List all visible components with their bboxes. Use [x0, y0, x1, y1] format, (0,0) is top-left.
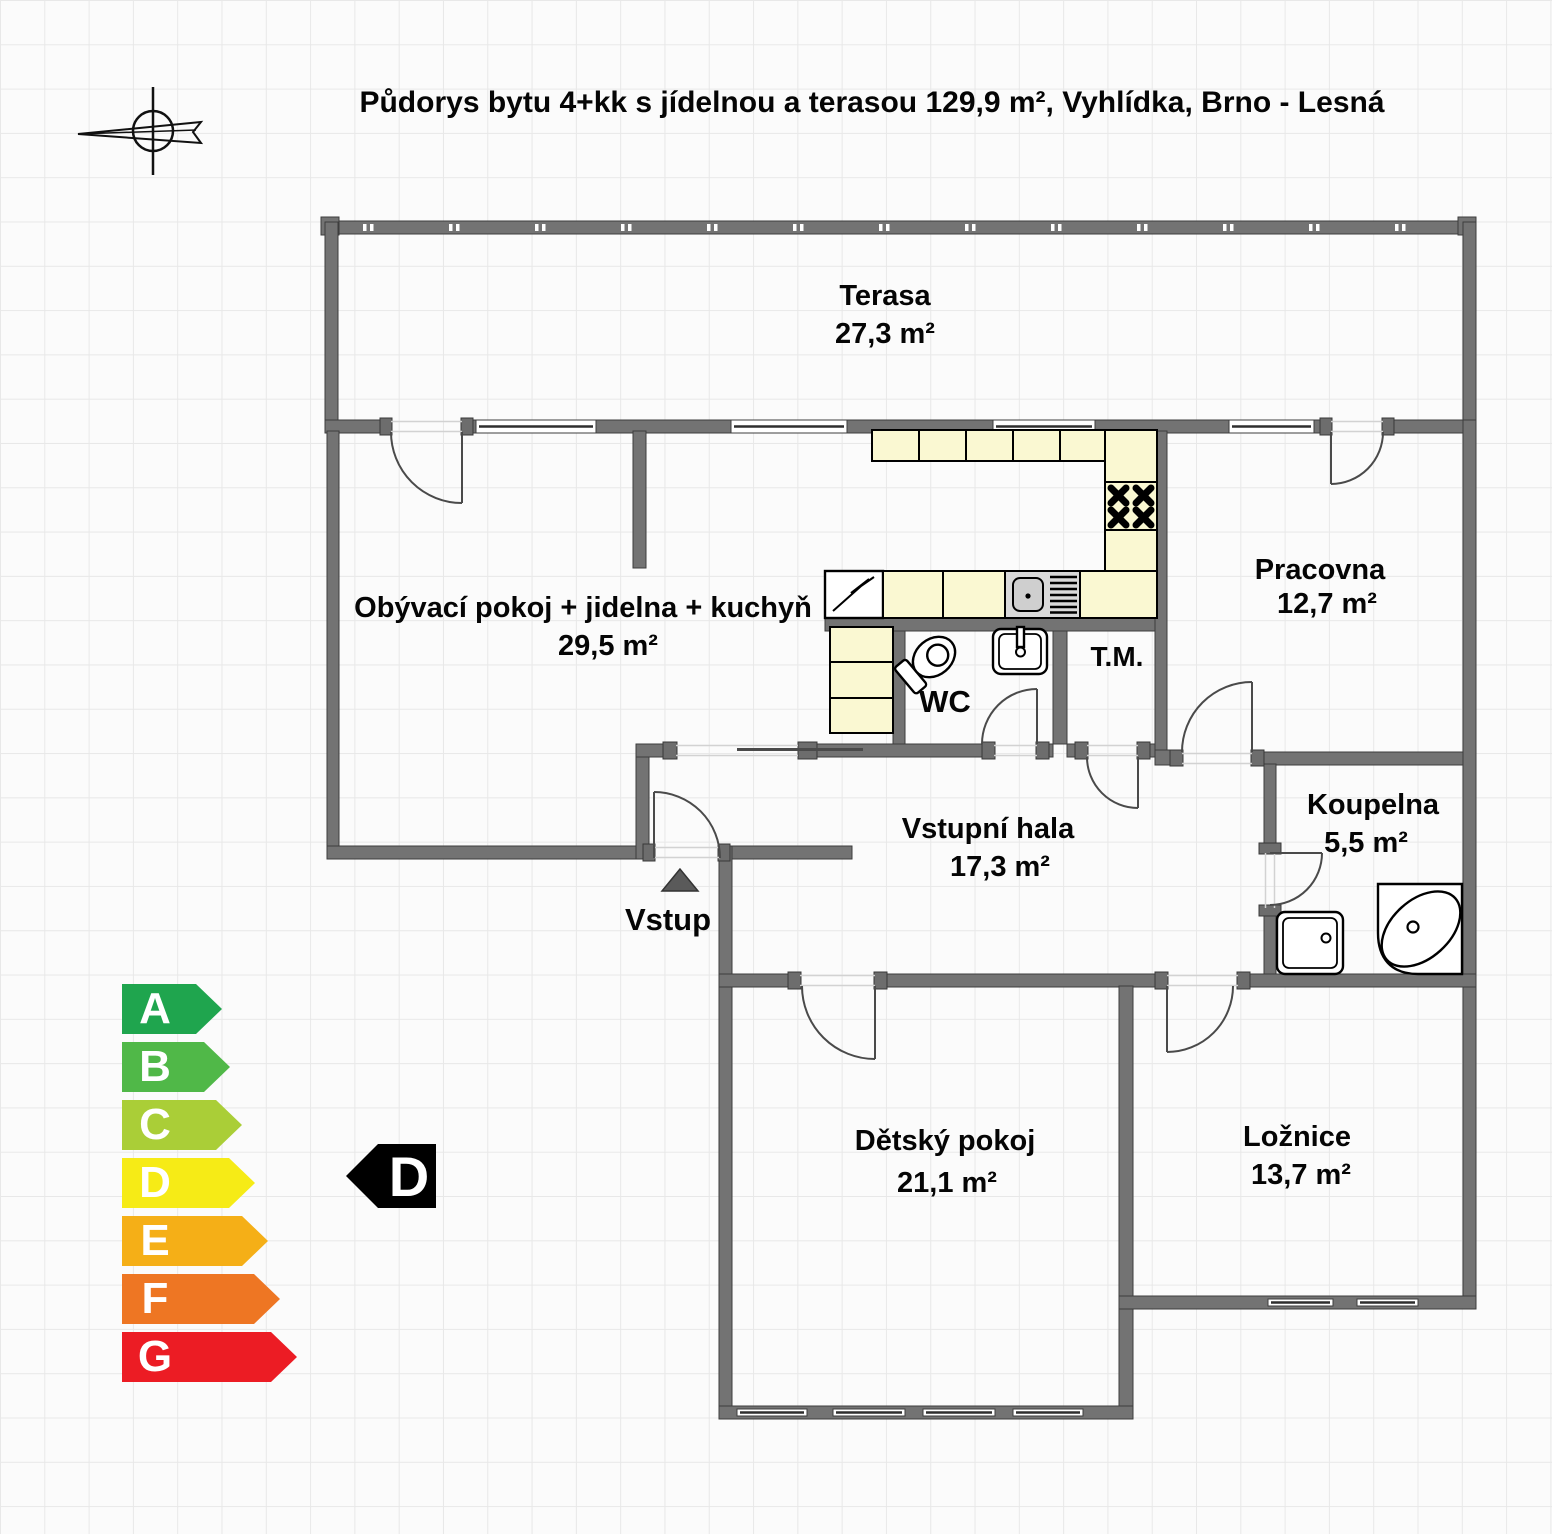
energy-class-b	[122, 1042, 230, 1092]
svg-text:Dětský pokoj: Dětský pokoj	[854, 1125, 1036, 1157]
svg-text:Vstupní hala: Vstupní hala	[901, 813, 1075, 845]
entrance-marker	[625, 869, 711, 937]
room-label-wc	[919, 684, 971, 719]
entrance-label: Vstup	[624, 902, 712, 937]
room-label-detsky	[855, 1125, 1036, 1199]
svg-text:D: D	[388, 1145, 430, 1208]
door-tm	[1087, 757, 1138, 808]
room-label-terasa	[835, 280, 935, 350]
window-living-2	[731, 420, 847, 433]
kitchen-units	[825, 430, 1157, 733]
svg-text:12,7 m²: 12,7 m²	[1277, 588, 1377, 620]
svg-text:Koupelna: Koupelna	[1306, 789, 1440, 821]
svg-text:17,3 m²: 17,3 m²	[950, 851, 1050, 883]
page-title: Půdorys bytu 4+kk s jídelnou a terasou 129,9 m², Vyhlídka, Brno - Lesná	[359, 86, 1385, 119]
door-koupelna	[1270, 853, 1322, 905]
energy-rating-pointer	[346, 1144, 436, 1208]
energy-class-c	[122, 1100, 242, 1150]
room-label-obyvaci	[354, 592, 812, 662]
energy-class-e	[122, 1216, 268, 1266]
svg-text:Terasa: Terasa	[839, 280, 931, 312]
room-label-tm	[1091, 641, 1144, 672]
energy-label	[122, 984, 436, 1382]
window-living-1	[476, 420, 596, 433]
compass-icon	[78, 87, 201, 175]
svg-text:WC: WC	[919, 684, 971, 719]
svg-text:27,3 m²: 27,3 m²	[835, 318, 935, 350]
fridge	[825, 571, 883, 618]
wc-washbasin	[993, 627, 1047, 674]
window-pracovna	[1229, 420, 1314, 433]
svg-text:T.M.: T.M.	[1090, 641, 1144, 672]
svg-text:C: C	[139, 1100, 171, 1149]
door-wc	[982, 689, 1037, 744]
svg-text:B: B	[139, 1042, 171, 1091]
svg-text:E: E	[140, 1216, 170, 1265]
svg-text:Obývací pokoj + jidelna + kuch: Obývací pokoj + jidelna + kuchyň	[354, 592, 812, 624]
room-label-pracovna	[1255, 554, 1386, 620]
walls	[321, 217, 1476, 1419]
energy-class-g	[122, 1332, 297, 1382]
door-pracovna	[1182, 682, 1252, 752]
room-label-koupelna	[1307, 789, 1440, 859]
svg-text:5,5 m²: 5,5 m²	[1324, 827, 1408, 859]
svg-text:D: D	[139, 1158, 171, 1207]
svg-text:Ložnice: Ložnice	[1243, 1121, 1351, 1153]
room-label-hala	[902, 813, 1075, 883]
terrace-railing	[325, 221, 1476, 234]
svg-text:29,5 m²: 29,5 m²	[558, 630, 658, 662]
door-terrace-pracovna	[1331, 432, 1383, 484]
energy-class-f	[122, 1274, 280, 1324]
corner-bathtub	[1367, 877, 1474, 982]
svg-text:F: F	[141, 1274, 169, 1323]
room-label-loznice	[1243, 1121, 1351, 1191]
bathroom-fixtures	[1277, 877, 1475, 982]
drainer	[1050, 577, 1077, 613]
door-detsky	[802, 986, 875, 1059]
door-loznice	[1167, 986, 1233, 1052]
svg-text:13,7 m²: 13,7 m²	[1251, 1159, 1351, 1191]
svg-text:Pracovna: Pracovna	[1254, 554, 1386, 586]
svg-text:21,1 m²: 21,1 m²	[897, 1167, 997, 1199]
kitchen-sink	[1005, 571, 1080, 618]
door-terrace-living	[391, 432, 462, 503]
entrance-arrow-icon	[662, 869, 698, 891]
energy-class-a	[122, 984, 222, 1034]
energy-class-d	[122, 1158, 255, 1208]
svg-text:A: A	[139, 984, 171, 1033]
svg-text:G: G	[137, 1332, 173, 1381]
shower-tray	[1277, 912, 1343, 974]
